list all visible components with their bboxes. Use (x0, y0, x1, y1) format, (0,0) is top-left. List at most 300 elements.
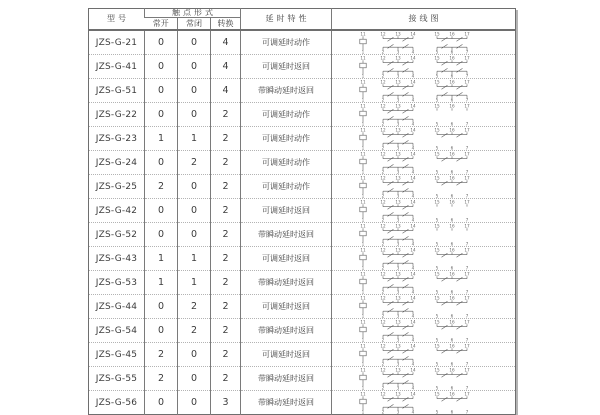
svg-text:12: 12 (379, 79, 386, 85)
svg-text:5: 5 (435, 361, 438, 366)
table-row (89, 271, 516, 295)
normally-closed-count: 0 (178, 79, 211, 103)
svg-text:2: 2 (381, 169, 384, 174)
svg-text:4: 4 (411, 265, 414, 270)
svg-text:14: 14 (409, 223, 416, 229)
changeover-count: 4 (211, 30, 241, 55)
svg-text:5: 5 (435, 265, 438, 270)
svg-text:3: 3 (396, 217, 399, 222)
svg-text:16: 16 (448, 31, 455, 37)
svg-text:1: 1 (361, 73, 364, 78)
changeover-count: 2 (211, 367, 241, 391)
model-cell: JZS-G-55 (89, 367, 145, 391)
svg-text:15: 15 (433, 319, 440, 325)
wiring-diagram (349, 79, 499, 102)
svg-text:3: 3 (396, 145, 399, 150)
svg-text:13: 13 (394, 391, 401, 397)
svg-text:6: 6 (450, 241, 453, 246)
model-cell: JZS-G-24 (89, 151, 145, 175)
changeover-count: 4 (211, 55, 241, 79)
svg-text:5: 5 (435, 289, 438, 294)
svg-text:17: 17 (463, 175, 470, 181)
model-cell: JZS-G-53 (89, 271, 145, 295)
normally-open-count: 0 (145, 199, 178, 223)
svg-text:7: 7 (465, 265, 468, 270)
svg-text:17: 17 (463, 223, 470, 229)
svg-text:15: 15 (433, 151, 440, 157)
wiring-diagram (349, 151, 499, 174)
svg-text:6: 6 (450, 97, 453, 102)
svg-text:13: 13 (394, 367, 401, 373)
svg-text:13: 13 (394, 103, 401, 109)
svg-text:14: 14 (409, 199, 416, 205)
wiring-diagram-cell (332, 199, 516, 223)
svg-text:14: 14 (409, 151, 416, 157)
svg-text:5: 5 (435, 217, 438, 222)
wiring-diagram-cell (332, 391, 516, 415)
svg-text:4: 4 (411, 193, 414, 198)
svg-text:12: 12 (379, 391, 386, 397)
svg-text:17: 17 (463, 79, 470, 85)
changeover-count: 2 (211, 127, 241, 151)
svg-text:11: 11 (359, 31, 366, 37)
svg-text:6: 6 (450, 361, 453, 366)
wiring-diagram-cell (332, 247, 516, 271)
wiring-diagram-cell (332, 367, 516, 391)
changeover-count: 2 (211, 151, 241, 175)
svg-text:14: 14 (409, 247, 416, 253)
col-header-delay-characteristic: 延时特性 (241, 9, 332, 31)
svg-text:7: 7 (465, 313, 468, 318)
normally-open-count: 0 (145, 391, 178, 415)
svg-text:1: 1 (361, 409, 364, 414)
svg-text:15: 15 (433, 127, 440, 133)
svg-text:15: 15 (433, 391, 440, 397)
svg-text:17: 17 (463, 343, 470, 349)
svg-text:3: 3 (396, 337, 399, 342)
svg-text:4: 4 (411, 337, 414, 342)
svg-text:6: 6 (450, 169, 453, 174)
svg-text:3: 3 (396, 241, 399, 246)
svg-text:14: 14 (409, 367, 416, 373)
svg-text:4: 4 (411, 409, 414, 414)
svg-text:17: 17 (463, 31, 470, 37)
table-row (89, 199, 516, 223)
svg-text:5: 5 (435, 241, 438, 246)
svg-text:1: 1 (361, 265, 364, 270)
svg-text:13: 13 (394, 127, 401, 133)
svg-text:13: 13 (394, 175, 401, 181)
svg-text:3: 3 (396, 385, 399, 390)
svg-text:13: 13 (394, 271, 401, 277)
normally-closed-count: 0 (178, 223, 211, 247)
svg-text:3: 3 (396, 49, 399, 54)
svg-text:6: 6 (450, 385, 453, 390)
normally-open-count: 0 (145, 223, 178, 247)
wiring-diagram-cell (332, 295, 516, 319)
svg-text:11: 11 (359, 199, 366, 205)
wiring-diagram-cell (332, 151, 516, 175)
svg-text:15: 15 (433, 79, 440, 85)
delay-characteristic-cell: 可调延时返回 (241, 343, 332, 367)
svg-text:16: 16 (448, 103, 455, 109)
svg-text:16: 16 (448, 247, 455, 253)
col-header-model: 型号 (107, 14, 129, 23)
table-body (89, 30, 516, 415)
svg-text:12: 12 (379, 343, 386, 349)
svg-text:13: 13 (394, 247, 401, 253)
normally-closed-count: 2 (178, 151, 211, 175)
svg-text:16: 16 (448, 367, 455, 373)
wiring-diagram (349, 247, 499, 270)
svg-text:7: 7 (465, 361, 468, 366)
svg-text:7: 7 (465, 241, 468, 246)
wiring-diagram-cell (332, 79, 516, 103)
svg-text:7: 7 (465, 121, 468, 126)
svg-text:1: 1 (361, 289, 364, 294)
model-cell: JZS-G-52 (89, 223, 145, 247)
changeover-count: 3 (211, 391, 241, 415)
svg-text:4: 4 (411, 97, 414, 102)
svg-text:17: 17 (463, 295, 470, 301)
svg-text:5: 5 (435, 121, 438, 126)
delay-characteristic-cell: 可调延时动作 (241, 151, 332, 175)
model-cell: JZS-G-41 (89, 55, 145, 79)
delay-characteristic-cell: 带瞬动延时返回 (241, 271, 332, 295)
delay-characteristic-cell: 可调延时动作 (241, 103, 332, 127)
svg-text:3: 3 (396, 289, 399, 294)
svg-text:16: 16 (448, 55, 455, 61)
wiring-diagram (349, 295, 499, 318)
model-cell: JZS-G-54 (89, 319, 145, 343)
svg-text:15: 15 (433, 223, 440, 229)
svg-text:2: 2 (381, 217, 384, 222)
normally-open-count: 2 (145, 175, 178, 199)
model-cell: JZS-G-23 (89, 127, 145, 151)
svg-text:14: 14 (409, 391, 416, 397)
svg-text:17: 17 (463, 367, 470, 373)
wiring-diagram (349, 367, 499, 390)
wiring-diagram-cell (332, 319, 516, 343)
model-cell: JZS-G-42 (89, 199, 145, 223)
table-row (89, 343, 516, 367)
wiring-diagram (349, 199, 499, 222)
svg-text:17: 17 (463, 247, 470, 253)
svg-text:14: 14 (409, 343, 416, 349)
svg-text:6: 6 (450, 217, 453, 222)
svg-text:7: 7 (465, 385, 468, 390)
svg-text:5: 5 (435, 313, 438, 318)
normally-closed-count: 1 (178, 247, 211, 271)
svg-text:15: 15 (433, 199, 440, 205)
svg-text:1: 1 (361, 97, 364, 102)
svg-text:2: 2 (381, 409, 384, 414)
svg-text:5: 5 (435, 169, 438, 174)
table-row (89, 127, 516, 151)
svg-text:11: 11 (359, 175, 366, 181)
svg-text:2: 2 (381, 313, 384, 318)
normally-open-count: 2 (145, 343, 178, 367)
normally-open-count: 0 (145, 55, 178, 79)
svg-text:15: 15 (433, 343, 440, 349)
svg-text:5: 5 (435, 97, 438, 102)
wiring-diagram (349, 31, 499, 54)
wiring-diagram-cell (332, 343, 516, 367)
svg-text:16: 16 (448, 343, 455, 349)
svg-text:1: 1 (361, 217, 364, 222)
svg-text:1: 1 (361, 169, 364, 174)
svg-text:7: 7 (465, 73, 468, 78)
table-row (89, 295, 516, 319)
svg-text:15: 15 (433, 55, 440, 61)
wiring-diagram-cell (332, 103, 516, 127)
table-row (89, 223, 516, 247)
svg-text:3: 3 (396, 265, 399, 270)
svg-text:7: 7 (465, 409, 468, 414)
normally-closed-count: 0 (178, 175, 211, 199)
svg-text:14: 14 (409, 103, 416, 109)
normally-closed-count: 1 (178, 271, 211, 295)
svg-text:2: 2 (381, 289, 384, 294)
svg-text:12: 12 (379, 175, 386, 181)
svg-text:11: 11 (359, 319, 366, 325)
svg-text:16: 16 (448, 127, 455, 133)
svg-text:13: 13 (394, 223, 401, 229)
svg-text:14: 14 (409, 271, 416, 277)
wiring-diagram-cell (332, 223, 516, 247)
normally-open-count: 1 (145, 127, 178, 151)
col-header-normally-open: 常开 (152, 18, 169, 28)
svg-text:14: 14 (409, 55, 416, 61)
svg-text:6: 6 (450, 73, 453, 78)
svg-text:3: 3 (396, 97, 399, 102)
model-cell: JZS-G-43 (89, 247, 145, 271)
svg-text:14: 14 (409, 175, 416, 181)
svg-text:3: 3 (396, 361, 399, 366)
changeover-count: 2 (211, 175, 241, 199)
normally-open-count: 1 (145, 247, 178, 271)
svg-text:6: 6 (450, 121, 453, 126)
wiring-diagram-cell (332, 127, 516, 151)
normally-closed-count: 0 (178, 391, 211, 415)
svg-text:11: 11 (359, 367, 366, 373)
changeover-count: 2 (211, 199, 241, 223)
wiring-diagram (349, 223, 499, 246)
delay-characteristic-cell: 带瞬动延时返回 (241, 391, 332, 415)
svg-text:3: 3 (396, 313, 399, 318)
svg-text:4: 4 (411, 145, 414, 150)
wiring-diagram (349, 103, 499, 126)
delay-characteristic-cell: 带瞬动延时返回 (241, 223, 332, 247)
svg-text:4: 4 (411, 217, 414, 222)
svg-text:17: 17 (463, 103, 470, 109)
svg-text:2: 2 (381, 385, 384, 390)
svg-text:14: 14 (409, 31, 416, 37)
svg-text:7: 7 (465, 217, 468, 222)
table-row (89, 103, 516, 127)
svg-text:16: 16 (448, 199, 455, 205)
svg-text:1: 1 (361, 193, 364, 198)
wiring-diagram (349, 55, 499, 78)
svg-text:15: 15 (433, 271, 440, 277)
svg-text:14: 14 (409, 319, 416, 325)
svg-text:12: 12 (379, 31, 386, 37)
changeover-count: 4 (211, 79, 241, 103)
svg-text:5: 5 (435, 73, 438, 78)
wiring-diagram-cell (332, 30, 516, 55)
svg-text:2: 2 (381, 49, 384, 54)
normally-closed-count: 0 (178, 103, 211, 127)
model-cell: JZS-G-45 (89, 343, 145, 367)
wiring-diagram (349, 343, 499, 366)
col-header-contact-form: 触点形式 (145, 9, 241, 18)
changeover-count: 2 (211, 295, 241, 319)
delay-characteristic-cell: 带瞬动延时返回 (241, 367, 332, 391)
svg-text:11: 11 (359, 127, 366, 133)
delay-characteristic-cell: 可调延时返回 (241, 199, 332, 223)
svg-text:11: 11 (359, 79, 366, 85)
svg-text:5: 5 (435, 145, 438, 150)
svg-text:1: 1 (361, 313, 364, 318)
normally-open-count: 0 (145, 79, 178, 103)
normally-closed-count: 0 (178, 55, 211, 79)
svg-text:1: 1 (361, 241, 364, 246)
svg-text:13: 13 (394, 79, 401, 85)
relay-spec-table (88, 8, 516, 415)
wiring-diagram (349, 319, 499, 342)
svg-text:2: 2 (381, 73, 384, 78)
normally-closed-count: 0 (178, 30, 211, 55)
svg-text:11: 11 (359, 391, 366, 397)
svg-text:15: 15 (433, 175, 440, 181)
table-row (89, 30, 516, 55)
svg-text:15: 15 (433, 103, 440, 109)
svg-text:12: 12 (379, 103, 386, 109)
svg-text:4: 4 (411, 289, 414, 294)
relay-spec-table-wrap (88, 8, 516, 415)
normally-open-count: 0 (145, 103, 178, 127)
svg-text:11: 11 (359, 271, 366, 277)
svg-text:4: 4 (411, 241, 414, 246)
svg-text:11: 11 (359, 223, 366, 229)
changeover-count: 2 (211, 319, 241, 343)
col-header-changeover: 转换 (211, 18, 241, 31)
svg-text:16: 16 (448, 391, 455, 397)
svg-text:11: 11 (359, 247, 366, 253)
svg-text:4: 4 (411, 385, 414, 390)
model-cell: JZS-G-44 (89, 295, 145, 319)
table-row (89, 55, 516, 79)
delay-characteristic-cell: 带瞬动延时返回 (241, 319, 332, 343)
svg-text:2: 2 (381, 121, 384, 126)
svg-text:11: 11 (359, 103, 366, 109)
svg-text:13: 13 (394, 199, 401, 205)
svg-text:7: 7 (465, 337, 468, 342)
normally-open-count: 0 (145, 30, 178, 55)
table-row (89, 367, 516, 391)
col-header-wiring-diagram: 接线图 (332, 9, 516, 31)
svg-text:4: 4 (411, 313, 414, 318)
svg-text:16: 16 (448, 271, 455, 277)
wiring-diagram-cell (332, 271, 516, 295)
delay-characteristic-cell: 可调延时动作 (241, 30, 332, 55)
svg-text:5: 5 (435, 385, 438, 390)
svg-text:3: 3 (396, 121, 399, 126)
wiring-diagram (349, 127, 499, 150)
svg-text:11: 11 (359, 55, 366, 61)
svg-text:12: 12 (379, 127, 386, 133)
table-row (89, 319, 516, 343)
normally-open-count: 2 (145, 367, 178, 391)
svg-text:16: 16 (448, 319, 455, 325)
wiring-diagram-cell (332, 55, 516, 79)
model-cell: JZS-G-22 (89, 103, 145, 127)
svg-text:12: 12 (379, 295, 386, 301)
svg-text:17: 17 (463, 391, 470, 397)
svg-text:13: 13 (394, 151, 401, 157)
normally-closed-count: 0 (178, 199, 211, 223)
svg-text:4: 4 (411, 169, 414, 174)
table-row (89, 151, 516, 175)
delay-characteristic-cell: 可调延时返回 (241, 55, 332, 79)
svg-text:3: 3 (396, 73, 399, 78)
delay-characteristic-cell: 可调延时返回 (241, 247, 332, 271)
svg-text:2: 2 (381, 361, 384, 366)
changeover-count: 2 (211, 223, 241, 247)
changeover-count: 2 (211, 271, 241, 295)
model-cell: JZS-G-25 (89, 175, 145, 199)
normally-closed-count: 2 (178, 319, 211, 343)
svg-text:12: 12 (379, 319, 386, 325)
wiring-diagram (349, 175, 499, 198)
svg-text:17: 17 (463, 151, 470, 157)
svg-text:6: 6 (450, 289, 453, 294)
svg-text:15: 15 (433, 295, 440, 301)
svg-text:6: 6 (450, 145, 453, 150)
normally-closed-count: 0 (178, 343, 211, 367)
svg-text:2: 2 (381, 97, 384, 102)
svg-text:6: 6 (450, 409, 453, 414)
svg-text:2: 2 (381, 145, 384, 150)
svg-text:16: 16 (448, 295, 455, 301)
svg-text:12: 12 (379, 271, 386, 277)
svg-text:6: 6 (450, 337, 453, 342)
svg-text:16: 16 (448, 175, 455, 181)
svg-text:4: 4 (411, 361, 414, 366)
svg-text:4: 4 (411, 121, 414, 126)
table-row (89, 391, 516, 415)
normally-closed-count: 1 (178, 127, 211, 151)
svg-text:4: 4 (411, 73, 414, 78)
svg-text:17: 17 (463, 127, 470, 133)
delay-characteristic-cell: 可调延时动作 (241, 175, 332, 199)
svg-text:17: 17 (463, 55, 470, 61)
delay-characteristic-cell: 可调延时动作 (241, 127, 332, 151)
svg-text:2: 2 (381, 193, 384, 198)
svg-text:11: 11 (359, 295, 366, 301)
wiring-diagram-cell (332, 175, 516, 199)
svg-text:2: 2 (381, 337, 384, 342)
svg-text:7: 7 (465, 193, 468, 198)
svg-text:16: 16 (448, 151, 455, 157)
svg-text:17: 17 (463, 271, 470, 277)
svg-text:14: 14 (409, 295, 416, 301)
svg-text:12: 12 (379, 247, 386, 253)
normally-open-count: 0 (145, 151, 178, 175)
svg-text:1: 1 (361, 49, 364, 54)
svg-text:6: 6 (450, 193, 453, 198)
svg-text:5: 5 (435, 49, 438, 54)
